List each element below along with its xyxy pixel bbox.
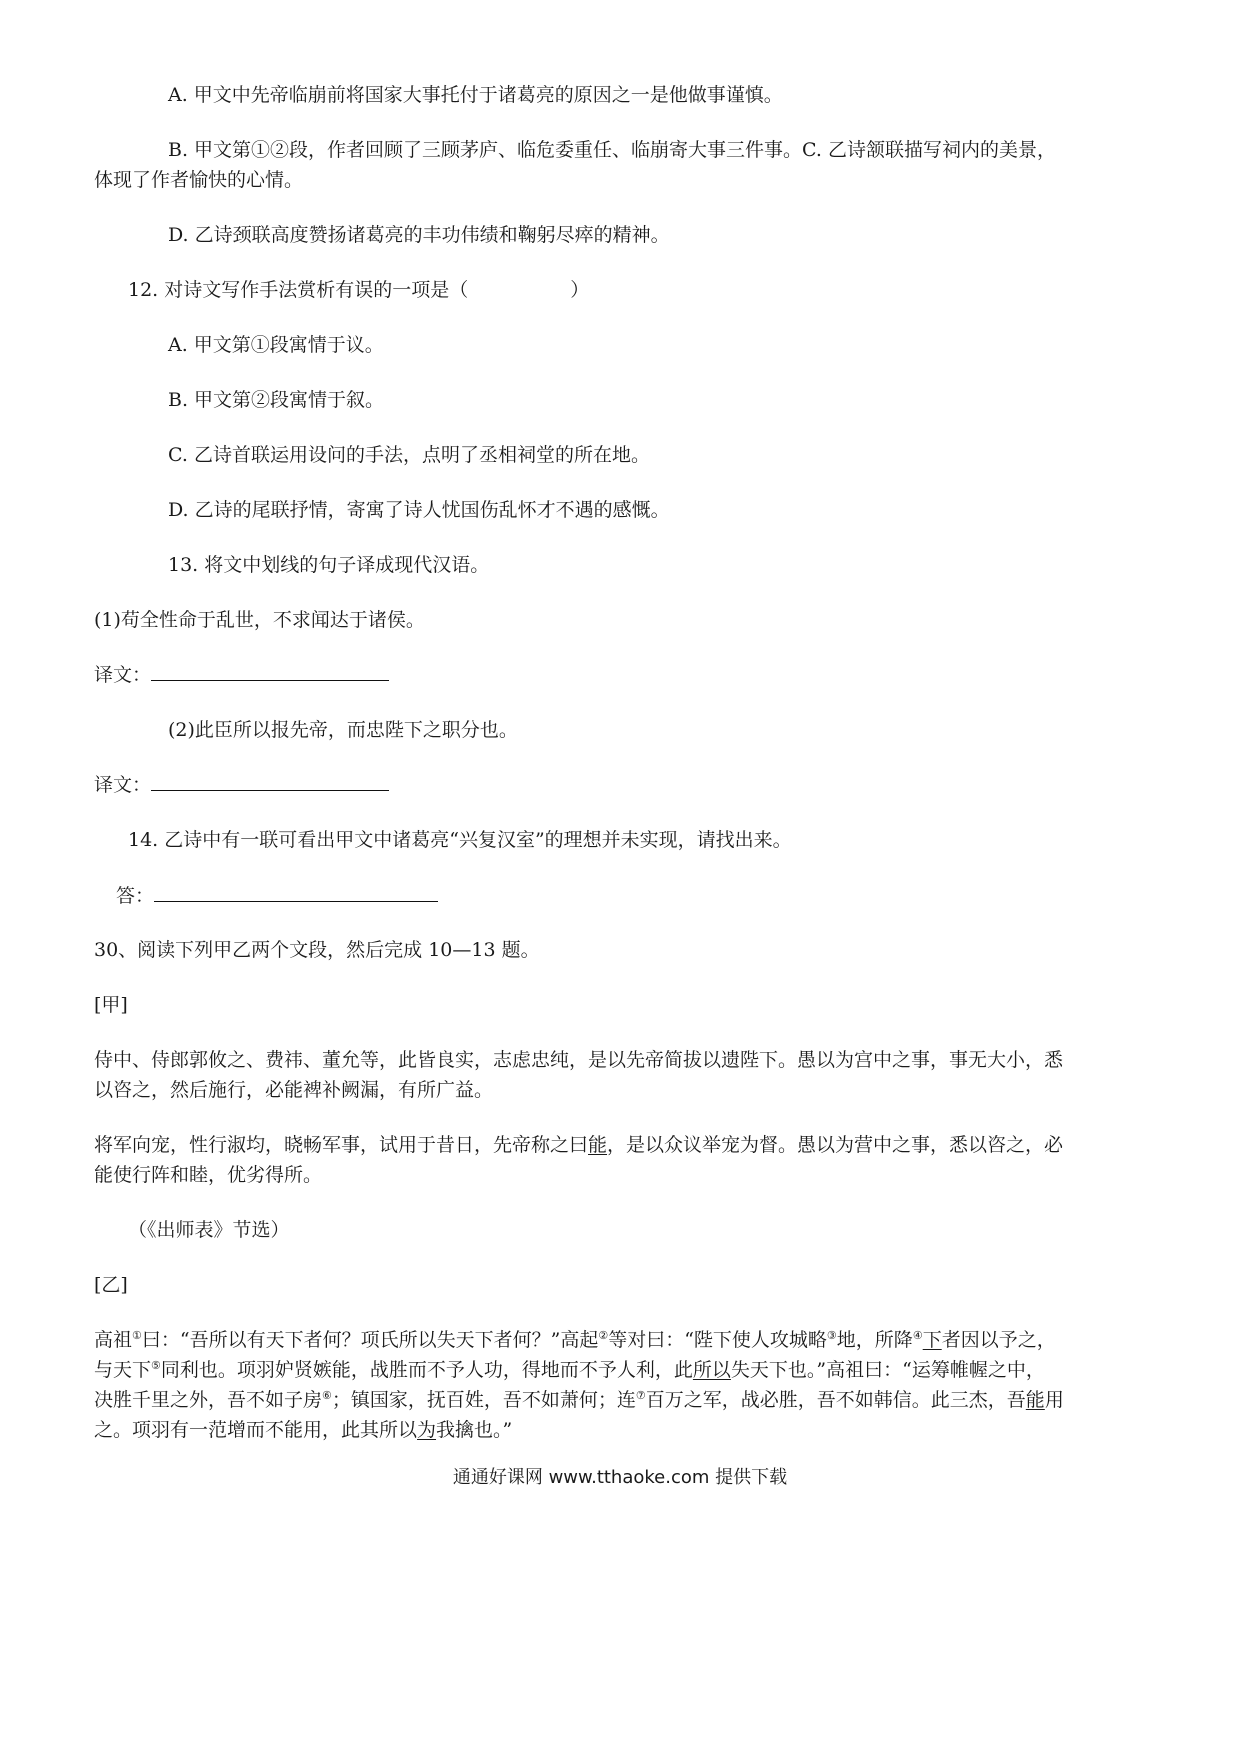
underlined-word: 为 <box>417 1419 437 1441</box>
q13-translation-1 <box>94 662 389 687</box>
translation-1-blank[interactable] <box>151 662 389 681</box>
q13-sentence-2: (2)此臣所以报先帝，而忠陛下之职分也。 <box>168 719 518 741</box>
answer-blank[interactable] <box>154 883 438 902</box>
q12-option-c: C. 乙诗首联运用设问的手法，点明了丞相祠堂的所在地。 <box>168 444 650 466</box>
yi-line3 <box>94 1388 1064 1412</box>
question-13-stem: 13. 将文中划线的句子译成现代汉语。 <box>168 554 490 576</box>
translation-2-blank[interactable] <box>151 772 389 791</box>
text-run: 同利也。项羽妒贤嫉能，战胜而不予人功，得地而不予人利，此 <box>160 1359 693 1381</box>
footnote-mark: ⑦ <box>635 1389 646 1402</box>
text-run: 高祖 <box>94 1329 133 1351</box>
text-run: 失天下也。”高祖曰：“运筹帷幄之中， <box>730 1359 1045 1381</box>
q12-option-d: D. 乙诗的尾联抒情，寄寓了诗人忧国伤乱怀才不遇的感慨。 <box>168 499 670 521</box>
text-run: ；镇国家，抚百姓，吾不如萧何；连 <box>331 1389 636 1411</box>
footnote-mark: ② <box>598 1329 609 1342</box>
page-footer: 通通好课网 www.tthaoke.com 提供下载 <box>452 1467 788 1488</box>
underlined-word: 下 <box>922 1329 942 1351</box>
footnote-mark: ① <box>132 1329 142 1342</box>
q12-option-a: A. 甲文第①段寓情于议。 <box>168 334 384 356</box>
text-run: 之。项羽有一范增而不能用，此其所以 <box>94 1419 418 1441</box>
jia-p2-line1 <box>94 1133 1063 1157</box>
text-run: 与天下 <box>94 1359 152 1381</box>
jia-p1-line1: 侍中、侍郎郭攸之、费祎、董允等，此皆良实，志虑忠纯，是以先帝简拔以遗陛下。愚以为宫中之事，事无大小，悉 <box>94 1049 1064 1071</box>
footnote-mark: ③ <box>826 1329 837 1342</box>
section-yi-label: [乙] <box>94 1274 128 1296</box>
option-b-line1: B. 甲文第①②段，作者回顾了三顾茅庐、临危委重任、临崩寄大事三件事。C. 乙诗颔联描写祠内的美景， <box>168 139 1056 161</box>
footnote-mark: ④ <box>912 1329 923 1342</box>
text-run: 者因以予之， <box>941 1329 1056 1351</box>
translation-1-label: 译文： <box>94 664 152 686</box>
text-run: 百万之军，战必胜，吾不如韩信。此三杰，吾 <box>645 1389 1026 1411</box>
text-run: 决胜千里之外，吾不如子房 <box>94 1389 323 1411</box>
text-run: 等对曰：“陛下使人攻城略 <box>608 1329 827 1351</box>
yi-line4 <box>94 1418 512 1442</box>
footnote-mark: ⑤ <box>151 1359 161 1372</box>
source-citation: （《出师表》节选） <box>128 1219 290 1241</box>
q14-answer <box>116 883 438 908</box>
question-12-stem: 12. 对诗文写作手法赏析有误的一项是（ <box>128 279 469 301</box>
text-run: 曰：“吾所以有天下者何？项氏所以失天下者何？”高起 <box>141 1329 599 1351</box>
option-b-line2: 体现了作者愉快的心情。 <box>94 169 304 191</box>
question-30-stem: 30、阅读下列甲乙两个文段，然后完成 10—13 题。 <box>94 939 540 961</box>
underlined-word: 能 <box>1025 1389 1045 1411</box>
section-jia-label: [甲] <box>94 994 128 1016</box>
question-12-paren-close: ） <box>570 279 590 301</box>
answer-label: 答： <box>116 885 155 907</box>
option-a: A. 甲文中先帝临崩前将国家大事托付于诸葛亮的原因之一是他做事谨慎。 <box>168 84 783 106</box>
option-d: D. 乙诗颈联高度赞扬诸葛亮的丰功伟绩和鞠躬尽瘁的精神。 <box>168 224 670 246</box>
text-run: 我擒也。” <box>436 1419 513 1441</box>
q13-translation-2 <box>94 772 389 797</box>
jia-p2-line2: 能使行阵和睦，优劣得所。 <box>94 1164 323 1186</box>
underlined-word: 能 <box>588 1134 608 1156</box>
q12-option-b: B. 甲文第②段寓情于叙。 <box>168 389 385 411</box>
question-12 <box>128 278 589 302</box>
jia-p1-line2: 以咨之，然后施行，必能裨补阙漏，有所广益。 <box>94 1079 494 1101</box>
text-run: 用 <box>1044 1389 1064 1411</box>
translation-2-label: 译文： <box>94 774 152 796</box>
underlined-word: 所以 <box>692 1359 731 1381</box>
text-run: 将军向宠，性行淑均，晓畅军事，试用于昔日，先帝称之曰 <box>94 1134 589 1156</box>
yi-line1 <box>94 1328 1056 1352</box>
q13-sentence-1: (1)苟全性命于乱世，不求闻达于诸侯。 <box>94 609 425 631</box>
question-14-stem: 14. 乙诗中有一联可看出甲文中诸葛亮“兴复汉室”的理想并未实现，请找出来。 <box>128 829 792 851</box>
text-run: 地，所降 <box>836 1329 913 1351</box>
yi-line2 <box>94 1358 1045 1382</box>
footnote-mark: ⑥ <box>322 1389 332 1402</box>
text-run: ，是以众议举宠为督。愚以为营中之事，悉以咨之，必 <box>607 1134 1064 1156</box>
